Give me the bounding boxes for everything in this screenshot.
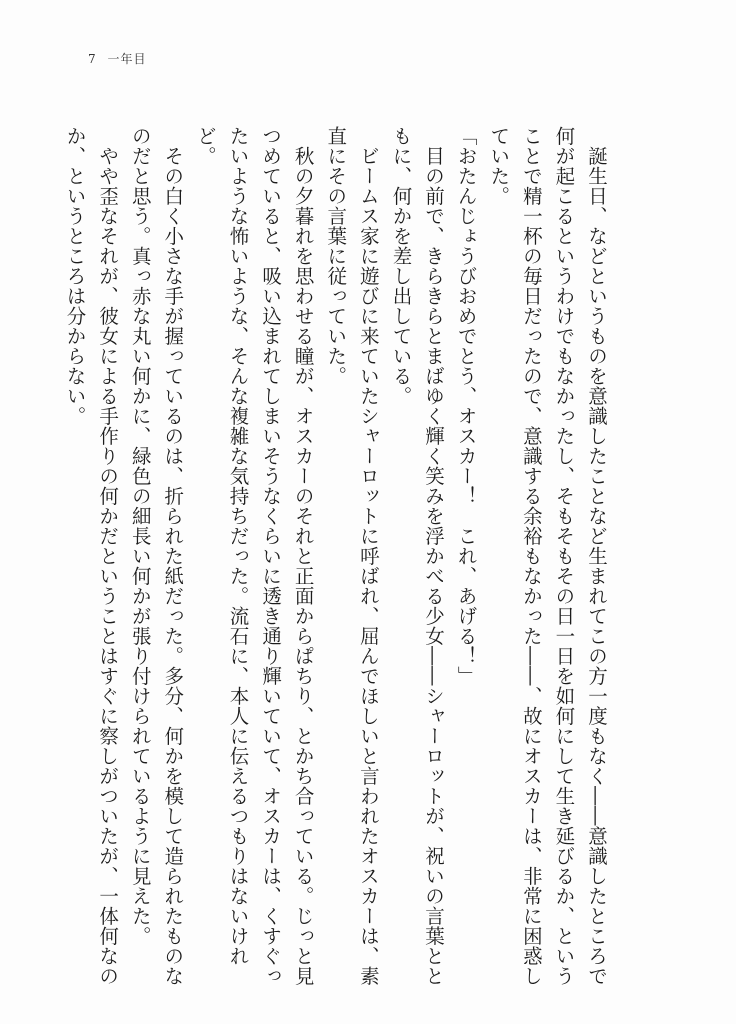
paragraph: 秋の夕暮れを思わせる瞳が、オスカーのそれと正面からぱちり、とかち合っている。じっと見つめていると、吸い込まれてしまいそうなくらいに透き通り輝いていて、オスカーは、くすぐったいような怖いような、そんな複雑な気持ちだった。流石に、本人に伝えるつもりはないけれど。 (193, 126, 315, 986)
paragraph: 誕生日、などというものを意識したことなど生まれてこの方一度もなく――意識したところで何が起こるというわけでもなかったし、そもそもその日一日を如何にして生き延びるか、ということで精一杯の毎日だったので、意識する余裕もなかった――、故にオスカーは、非常に困惑していた。 (487, 126, 608, 986)
vertical-body-text (52, 126, 612, 996)
dialogue-line: 「おたんじょうびおめでとう、オスカー！ これ、あげる！」 (454, 126, 478, 686)
page-number: 7 (88, 52, 97, 66)
running-header (88, 50, 152, 67)
chapter-title: 一年目 (107, 52, 147, 66)
paragraph: やや歪なそれが、彼女による手作りの何かだということはすぐに察しがついたが、一体何なのか、というところは分からない。 (63, 126, 120, 986)
paragraph: その白く小さな手が握っているのは、折られた紙だった。多分、何かを模して造られたものなのだと思う。真っ赤な丸い何かに、緑色の細長い何かが張り付けられているように見えた。 (128, 126, 185, 986)
paragraph: ビームス家に遊びに来ていたシャーロットに呼ばれ、屈んでほしいと言われたオスカーは、素直にその言葉に従っていた。 (324, 126, 380, 986)
paragraph: 目の前で、きらきらとまばゆく輝く笑みを浮かべる少女――シャーロットが、祝いの言葉とともに、何かを差し出している。 (389, 126, 446, 986)
